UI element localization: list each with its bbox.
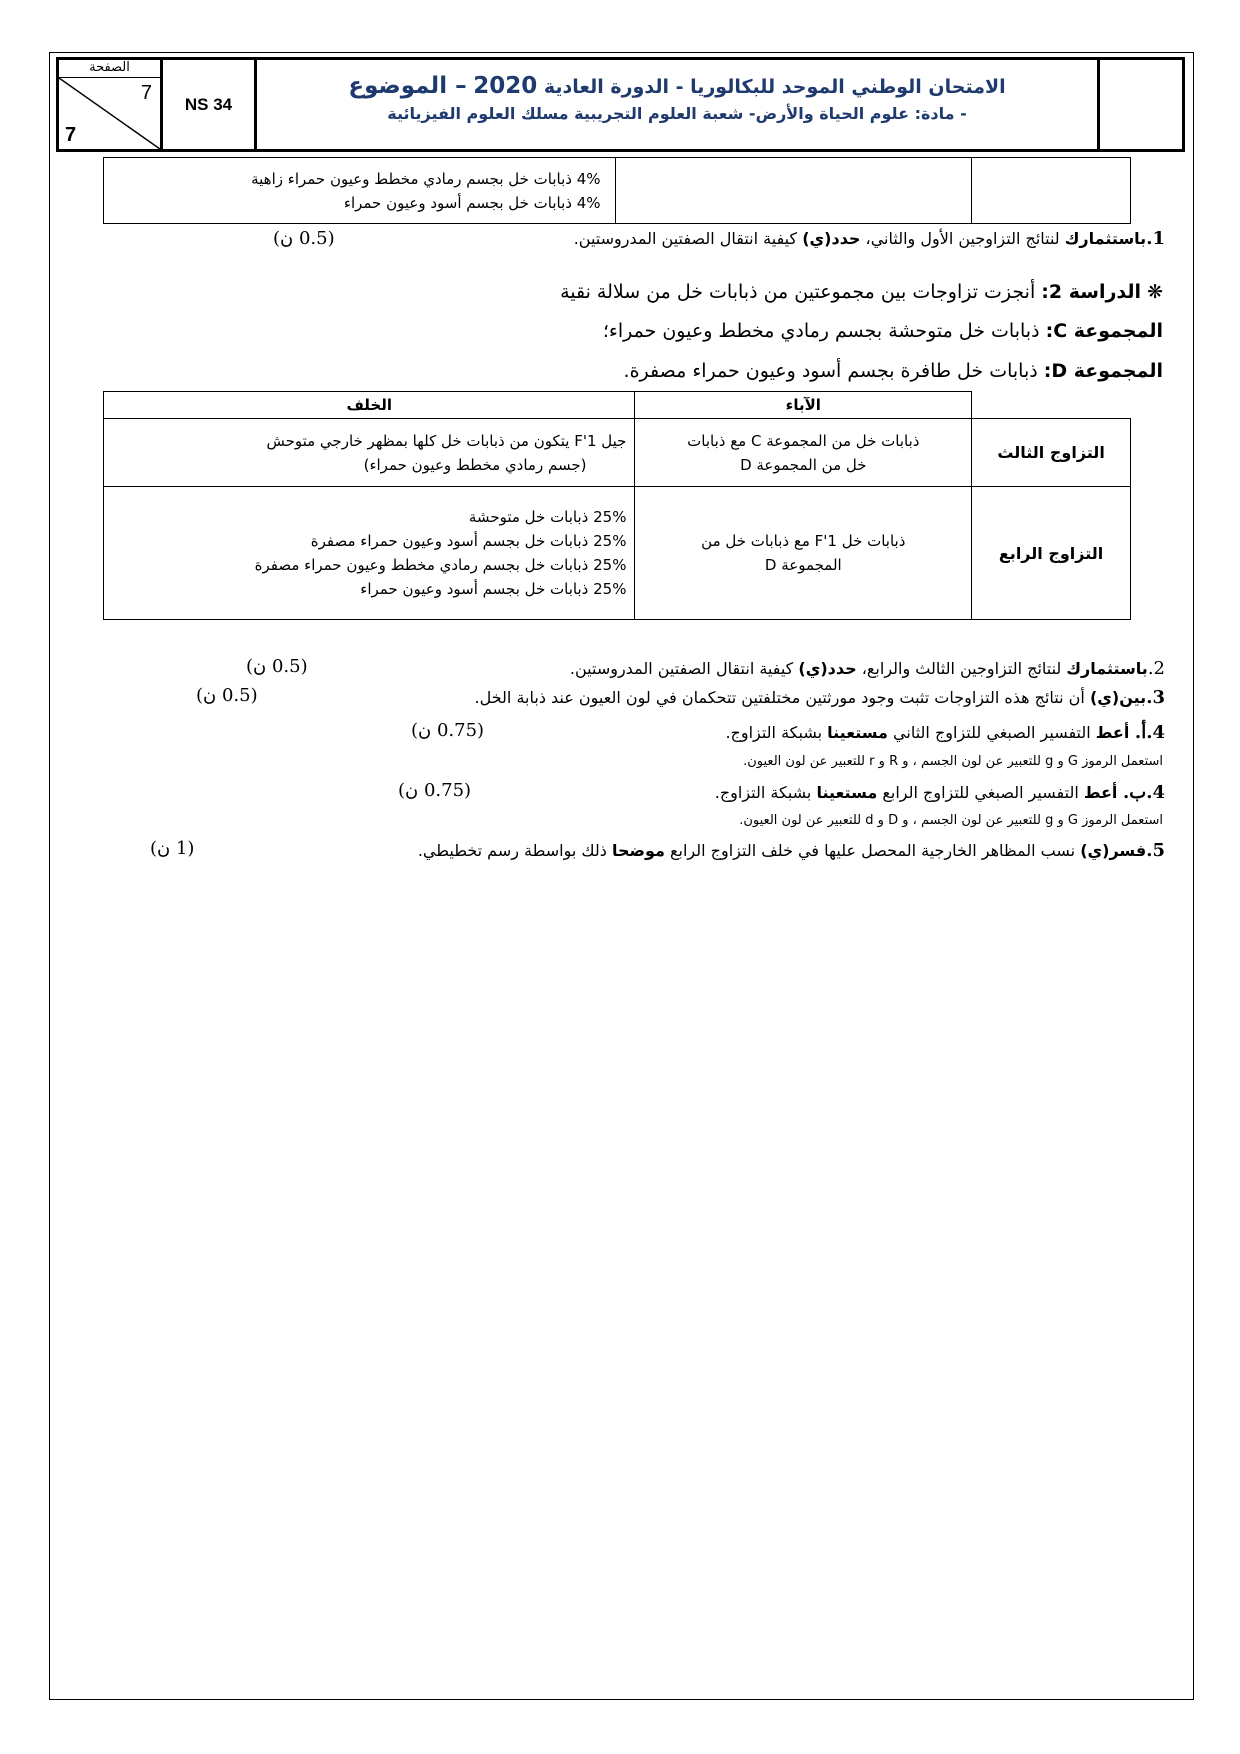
q3-bold-1: بين(ي) bbox=[1089, 688, 1147, 707]
q2-bold-2: حدد(ي) bbox=[798, 659, 857, 678]
q1-points: (0.5 ن) bbox=[273, 228, 335, 249]
q1-bold-1: باستثمارك bbox=[1064, 229, 1147, 248]
row-label-cross-4: التزاوج الرابع bbox=[972, 487, 1131, 620]
q1-text-1: لنتائج التزاوجين الأول والثاني، bbox=[860, 229, 1065, 248]
question-3 bbox=[475, 687, 1165, 708]
q1-text-2: كيفية انتقال الصفتين المدروستين. bbox=[573, 229, 803, 248]
group-c bbox=[603, 320, 1163, 342]
cross-4-offspring bbox=[104, 487, 635, 620]
page-current: 7 bbox=[140, 82, 152, 104]
q4a-note: استعمل الرموز G و g للتعبير عن لون الجسم ، و R و r للتعبير عن لون العيون. bbox=[743, 754, 1163, 769]
cross-4-offspring-item: 25% ذبابات خل بجسم أسود وعيون حمراء bbox=[360, 580, 627, 598]
q5-bold-2: موضحا bbox=[611, 841, 665, 860]
cross-3-parents bbox=[635, 419, 972, 487]
q4b-bold-2: مستعينا bbox=[816, 783, 878, 802]
q2-text-2: كيفية انتقال الصفتين المدروستين. bbox=[569, 659, 799, 678]
group-d-text: ذبابات خل طافرة بجسم أسود وعيون حمراء مصفرة. bbox=[623, 360, 1044, 382]
crosses-table bbox=[103, 391, 1131, 620]
group-d bbox=[624, 360, 1163, 382]
row-label-cross-3: التزاوج الثالث bbox=[972, 419, 1131, 487]
title-year: 2020 bbox=[473, 73, 538, 99]
question-2 bbox=[570, 658, 1165, 679]
question-4a bbox=[725, 722, 1165, 743]
table1-row-1: 4% ذبابات خل بجسم رمادي مخطط وعيون حمراء زاهية bbox=[251, 169, 601, 188]
q5-bold-1: فسر(ي) bbox=[1080, 841, 1147, 860]
cross-3-offspring bbox=[104, 419, 635, 487]
group-d-label: المجموعة D: bbox=[1043, 360, 1163, 382]
q3-number: 3. bbox=[1146, 687, 1165, 708]
cross-3-parents-line-2: خل من المجموعة D bbox=[740, 455, 867, 474]
table1-row-2: 4% ذبابات خل بجسم أسود وعيون حمراء bbox=[343, 193, 601, 212]
q5-text-1: نسب المظاهر الخارجية المحصل عليها في خلف التزاوج الرابع bbox=[664, 841, 1081, 860]
table1-empty-cell bbox=[972, 158, 1131, 224]
title-part-a: الامتحان الوطني الموحد للبكالوريا - الدورة العادية bbox=[543, 76, 1006, 98]
q4a-text-1: التفسير الصبغي للتزاوج الثاني bbox=[887, 723, 1096, 742]
study-2-text: أنجزت تزاوجات بين مجموعتين من ذبابات خل من سلالة نقية bbox=[560, 281, 1042, 303]
q4b-text-2: بشبكة التزاوج. bbox=[714, 783, 817, 802]
cross-4-parents-line-1: ذبابات خل F'1 مع ذبابات خل من bbox=[701, 532, 906, 550]
header-blank-box bbox=[1100, 60, 1182, 149]
cross-4-offspring-item: 25% ذبابات خل بجسم رمادي مخطط وعيون حمراء مصفرة bbox=[254, 556, 627, 574]
exam-code: NS 34 bbox=[163, 60, 257, 149]
group-c-text: ذبابات خل متوحشة بجسم رمادي مخطط وعيون حمراء؛ bbox=[602, 320, 1046, 342]
col-offspring-header: الخلف bbox=[104, 392, 635, 419]
page-number-box bbox=[59, 60, 163, 149]
group-c-label: المجموعة C: bbox=[1045, 320, 1163, 342]
q4a-text-2: بشبكة التزاوج. bbox=[725, 723, 828, 742]
q1-number: 1. bbox=[1146, 228, 1165, 249]
title-line-1 bbox=[257, 72, 1097, 101]
q4a-bold-2: مستعينا bbox=[827, 723, 888, 742]
cross-4-parents bbox=[635, 487, 972, 620]
exam-header bbox=[56, 57, 1185, 152]
title-line-2: - مادة: علوم الحياة والأرض- شعبة العلوم التجريبية مسلك العلوم الفيزيائية bbox=[387, 104, 967, 123]
q4a-points: (0.75 ن) bbox=[411, 720, 485, 741]
q4a-bold-1: أعط bbox=[1095, 723, 1135, 742]
question-1 bbox=[574, 228, 1165, 249]
study-2-intro bbox=[560, 281, 1163, 303]
cross-3-offspring-line-2: (جسم رمادي مخطط وعيون حمراء) bbox=[363, 455, 587, 474]
q2-points: (0.5 ن) bbox=[246, 656, 308, 677]
cross-4-parents-line-2: المجموعة D bbox=[764, 556, 842, 574]
title-part-b: – الموضوع bbox=[348, 73, 467, 99]
q4a-number: 4.أ. bbox=[1134, 722, 1165, 743]
page-total: 7 bbox=[65, 124, 77, 146]
study-bullet-icon: ❋ bbox=[1147, 281, 1163, 303]
q4b-bold-1: أعط bbox=[1083, 783, 1123, 802]
q4b-points: (0.75 ن) bbox=[398, 780, 472, 801]
cross-4-offspring-item: 25% ذبابات خل متوحشة bbox=[468, 508, 627, 526]
header-empty-cell bbox=[972, 392, 1131, 419]
q2-number: 2. bbox=[1147, 658, 1165, 679]
study-2-label: الدراسة 2: bbox=[1041, 281, 1142, 303]
question-5 bbox=[418, 840, 1165, 861]
table1-parents-cell bbox=[615, 158, 972, 224]
q2-bold-1: باستثمارك bbox=[1066, 659, 1148, 678]
table1-offspring-cell bbox=[104, 158, 616, 224]
cross-3-offspring-line-1: جيل F'1 يتكون من ذبابات خل كلها بمظهر خارجي متوحش bbox=[266, 431, 627, 450]
exam-title bbox=[257, 60, 1100, 149]
cross-3-parents-line-1: ذبابات خل من المجموعة C مع ذبابات bbox=[687, 431, 920, 450]
results-table-continued bbox=[103, 157, 1131, 224]
q5-number: 5. bbox=[1146, 840, 1165, 861]
q3-text-1: أن نتائج هذه التزاوجات تثبت وجود مورثتين مختلفتين تتحكمان في لون العيون عند ذبابة الخل. bbox=[474, 688, 1090, 707]
cross-4-offspring-item: 25% ذبابات خل بجسم أسود وعيون حمراء مصفرة bbox=[310, 532, 627, 550]
question-4b bbox=[715, 782, 1165, 803]
q4b-text-1: التفسير الصبغي للتزاوج الرابع bbox=[877, 783, 1084, 802]
q5-text-2: ذلك بواسطة رسم تخطيطي. bbox=[417, 841, 612, 860]
col-parents-header: الآباء bbox=[635, 392, 972, 419]
q4b-number: 4.ب. bbox=[1122, 782, 1165, 803]
q5-points: (1 ن) bbox=[150, 838, 195, 859]
q4b-note: استعمل الرموز G و g للتعبير عن لون الجسم ، و D و d للتعبير عن لون العيون. bbox=[739, 813, 1163, 828]
q2-text-1: لنتائج التزاوجين الثالث والرابع، bbox=[856, 659, 1067, 678]
q1-bold-2: حدد(ي) bbox=[802, 229, 861, 248]
page-label: الصفحة bbox=[59, 60, 160, 78]
q3-points: (0.5 ن) bbox=[196, 685, 258, 706]
